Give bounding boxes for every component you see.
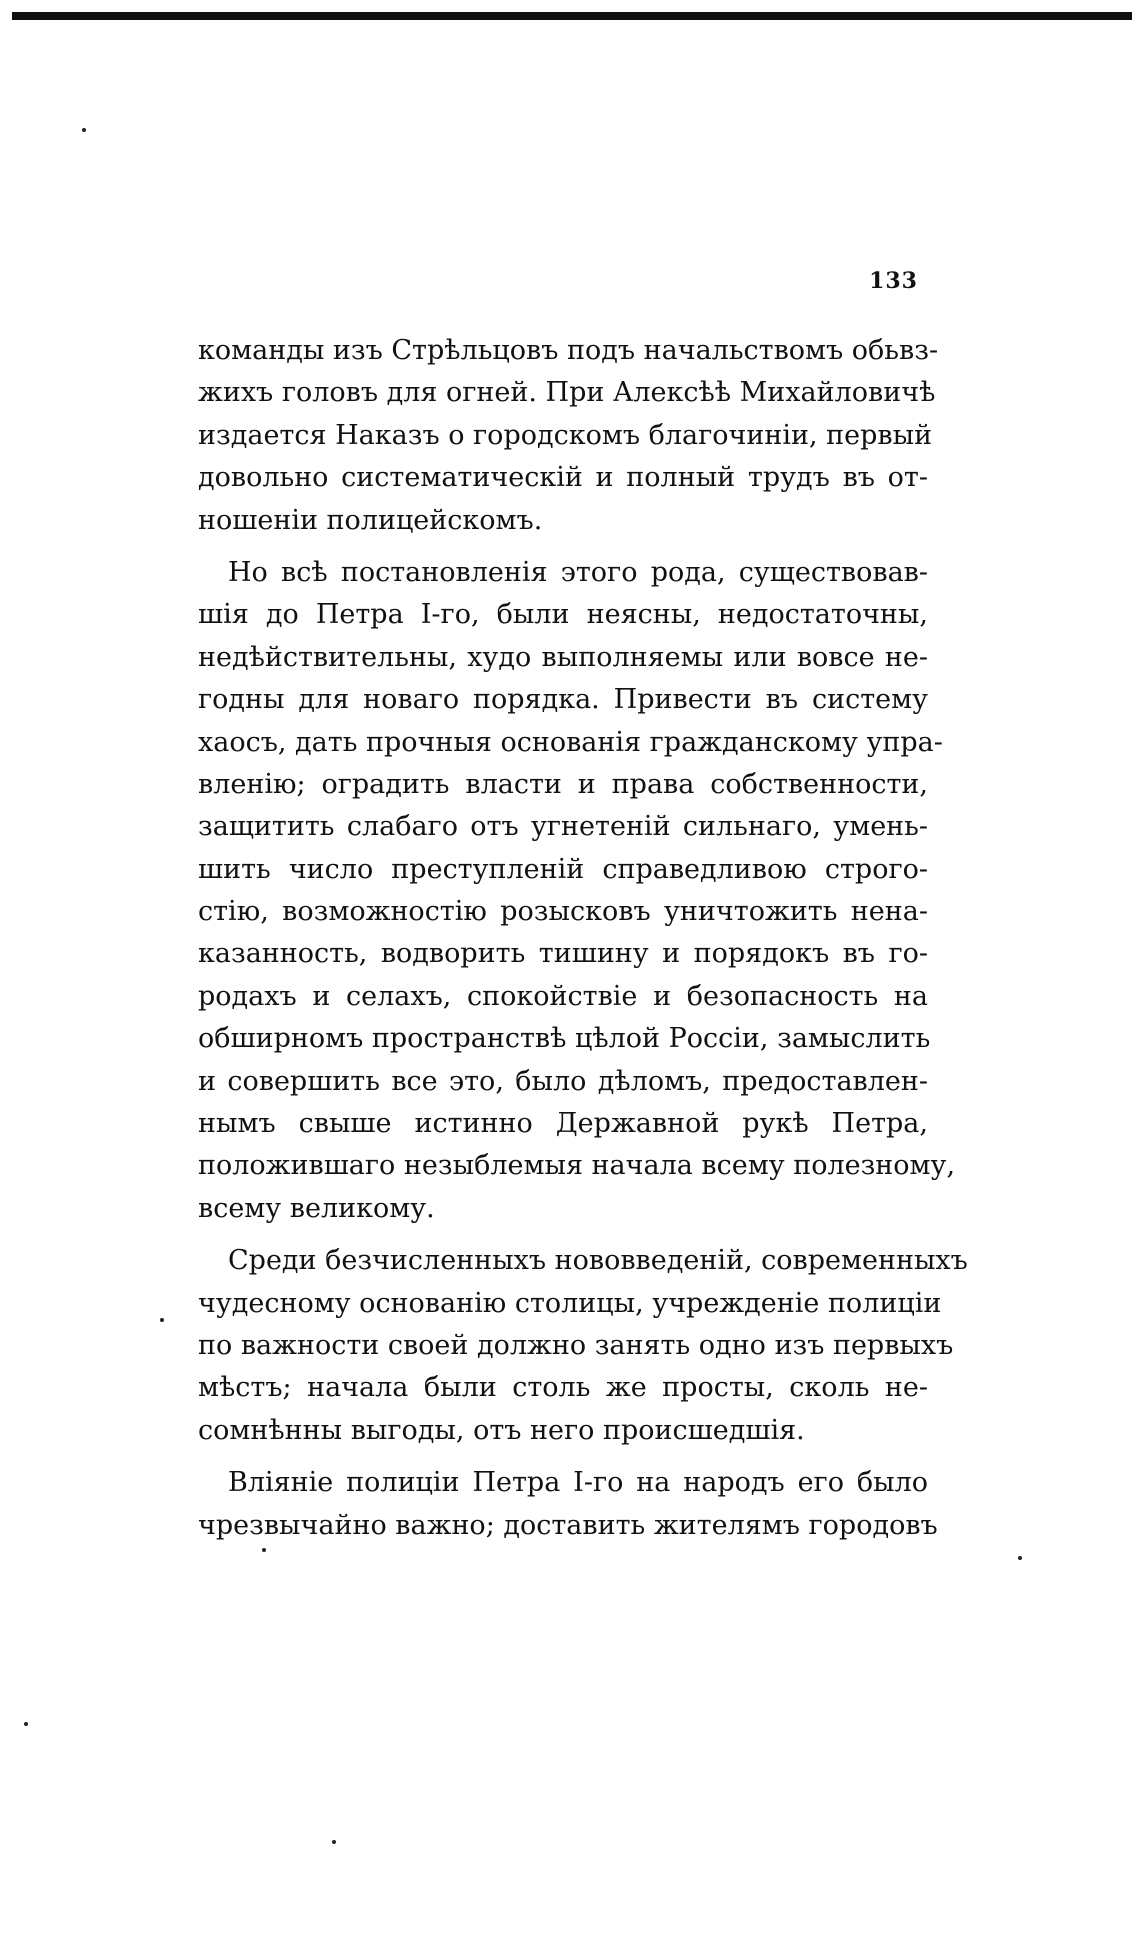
text-line: нымъ свыше истинно Державной рукѣ Петра, [198,1108,928,1140]
text-line: издается Наказъ о городскомъ благочинiи, первый [198,419,933,451]
scan-speck [160,1318,164,1322]
text-line: Среди безчисленныхъ нововведенiй, современныхъ [228,1245,968,1277]
text-line: команды изъ Стрѣльцовъ подъ начальствомъ обьвз- [198,335,939,366]
paragraph [198,330,939,542]
body-text [198,330,968,1547]
text-line: чрезвычайно важно; доставить жителямъ городовъ [198,1509,938,1541]
text-line: шiя до Петра I-го, были неясны, недостаточны, [198,599,928,631]
scan-speck [82,128,86,132]
text-line: годны для новаго порядка. Привести въ систему [198,684,928,716]
paragraph [198,1462,938,1547]
paragraph [198,1240,968,1452]
text-line: мѣстъ; начала были столь же просты, сколь не- [198,1372,928,1404]
text-line: сомнѣнны выгоды, отъ него происшедшiя. [198,1414,805,1446]
text-line: недѣйствительны, худо выполняемы или вовсе не- [198,641,928,673]
text-line: жихъ головъ для огней. При Алексѣѣ Михайловичѣ [198,377,936,409]
scan-speck [24,1722,28,1726]
text-line: Влiянiе полицiи Петра I-го на народъ его было [228,1467,928,1499]
text-line: стiю, возможностiю розысковъ уничтожить нена- [198,896,928,928]
text-line: шить число преступленiй справедливою строго- [198,853,928,885]
text-line: положившаго незыблемыя начала всему полезному, [198,1150,956,1182]
paragraph [198,552,956,1230]
text-line: родахъ и селахъ, спокойствiе и безопасность на [198,980,928,1012]
text-line: чудесному основанiю столицы, учрежденiе полицiи [198,1287,942,1319]
text-line: Но всѣ постановленiя этого рода, существовав- [228,556,928,588]
page-number: 133 [869,268,918,294]
text-line: довольно систематическiй и полный трудъ въ от- [198,462,928,494]
text-line: ношенiи полицейскомъ. [198,504,543,536]
scan-speck [262,1548,266,1552]
text-line: вленiю; оградить власти и права собственности, [198,768,928,800]
text-line: хаосъ, дать прочныя основанiя гражданскому упра- [198,726,943,758]
text-line: и совершить все это, было дѣломъ, предоставлен- [198,1065,928,1097]
top-border-rule [12,12,1132,20]
text-line: по важности своей должно занять одно изъ первыхъ [198,1329,954,1361]
text-line: казанность, водворить тишину и порядокъ въ го- [198,938,928,970]
scan-speck [332,1840,336,1844]
text-line: всему великому. [198,1192,435,1224]
text-line: обширномъ пространствѣ цѣлой Россiи, замыслить [198,1023,931,1055]
text-line: защитить слабаго отъ угнетенiй сильнаго, умень- [198,811,928,843]
scan-speck [1018,1556,1022,1560]
